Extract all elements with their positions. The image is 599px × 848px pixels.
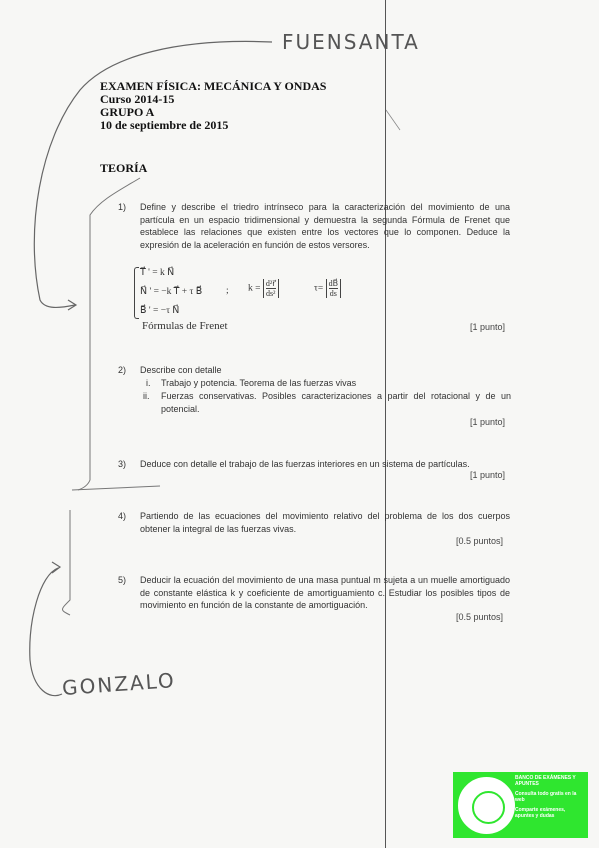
- question-number: 5): [118, 575, 127, 585]
- exam-title: EXAMEN FÍSICA: MECÁNICA Y ONDAS: [100, 79, 327, 93]
- exam-date: 10 de septiembre de 2015: [100, 118, 229, 132]
- question-text: Define y describe el triedro intrínseco para la caracterización del movimiento de una partícula en un espacio tridimensional y demuestra la segunda Fórmula de Frenet que establece las relaciones que existen entre los vectores que lo componen. Deduce la expresión de la aceleración en función de estos versores.: [140, 202, 510, 250]
- publisher-stamp: [453, 772, 588, 838]
- subitem-label: ii.: [143, 391, 150, 401]
- formula-line-3: B⃗ ' = −τ N⃗: [140, 306, 180, 316]
- question-number: 1): [118, 202, 127, 212]
- stamp-line-1: BANCO DE EXÁMENES Y APUNTES: [515, 775, 576, 787]
- bracket-left: [78, 178, 140, 490]
- stamp-line-2: Consulta todo gratis en la web: [515, 791, 577, 803]
- torsion-lhs: τ=: [314, 283, 324, 294]
- question-text: Partiendo de las ecuaciones del movimiento relativo del problema de los dos cuerpos obtener la integral de las fuerzas vivas.: [140, 511, 510, 534]
- handwritten-name-top: FUENSANTA: [282, 30, 420, 54]
- exam-course: Curso 2014-15: [100, 92, 175, 106]
- bracket-lower: [63, 510, 71, 615]
- formula-separator: ;: [226, 286, 229, 296]
- points-q5: [0.5 puntos]: [456, 612, 504, 622]
- points-q4: [0.5 puntos]: [456, 536, 504, 546]
- question-text: Describe con detalle: [140, 365, 222, 375]
- question-text: Deduce con detalle el trabajo de las fuerzas interiores en un sistema de partículas.: [140, 459, 470, 469]
- arrow-curve-bottom: [30, 568, 62, 696]
- torsion-denominator: ds: [329, 289, 337, 298]
- section-title: TEORÍA: [100, 161, 148, 175]
- points-q2: [1 punto]: [470, 417, 506, 427]
- subitem-text: Trabajo y potencia. Teorema de las fuerzas vivas: [161, 378, 357, 388]
- subitem-label: i.: [146, 378, 151, 388]
- question-number: 3): [118, 459, 127, 469]
- torsion-numerator: dB⃗: [328, 279, 339, 288]
- question-text: Deducir la ecuación del movimiento de una masa puntual m sujeta a un muelle amortiguado de constante elástica k y coeficiente de amortiguamiento c. Estudiar los posibles tipos de movimiento en función de la constante de amortiguación.: [140, 575, 510, 611]
- subitem-text: Fuerzas conservativas. Posibles caracterizaciones a partir del rotacional y de un potencial.: [161, 391, 511, 414]
- exam-group: GRUPO A: [100, 105, 155, 119]
- question-number: 4): [118, 511, 127, 521]
- points-q1: [1 punto]: [470, 322, 506, 332]
- ink-mark: [386, 110, 400, 130]
- formula-line-2: N⃗ ' = −k T⃗ + τ B⃗: [140, 287, 203, 297]
- stamp-line-3: Comparte exámenes, apuntes y dudas: [515, 807, 566, 819]
- arrow-curve-top: [34, 41, 272, 307]
- seal-icon: [456, 775, 517, 836]
- handwritten-name-bottom: GONZALO: [61, 668, 177, 700]
- question-number: 2): [118, 365, 127, 375]
- stamp-text: [515, 775, 585, 819]
- curvature-lhs: k =: [248, 283, 261, 294]
- points-q3: [1 punto]: [470, 470, 506, 480]
- formula-line-1: T⃗ ' = k N⃗: [140, 268, 175, 278]
- curvature-denominator: ds²: [265, 289, 276, 298]
- formula-caption: Fórmulas de Frenet: [142, 320, 228, 332]
- curvature-numerator: d²r⃗: [265, 279, 276, 288]
